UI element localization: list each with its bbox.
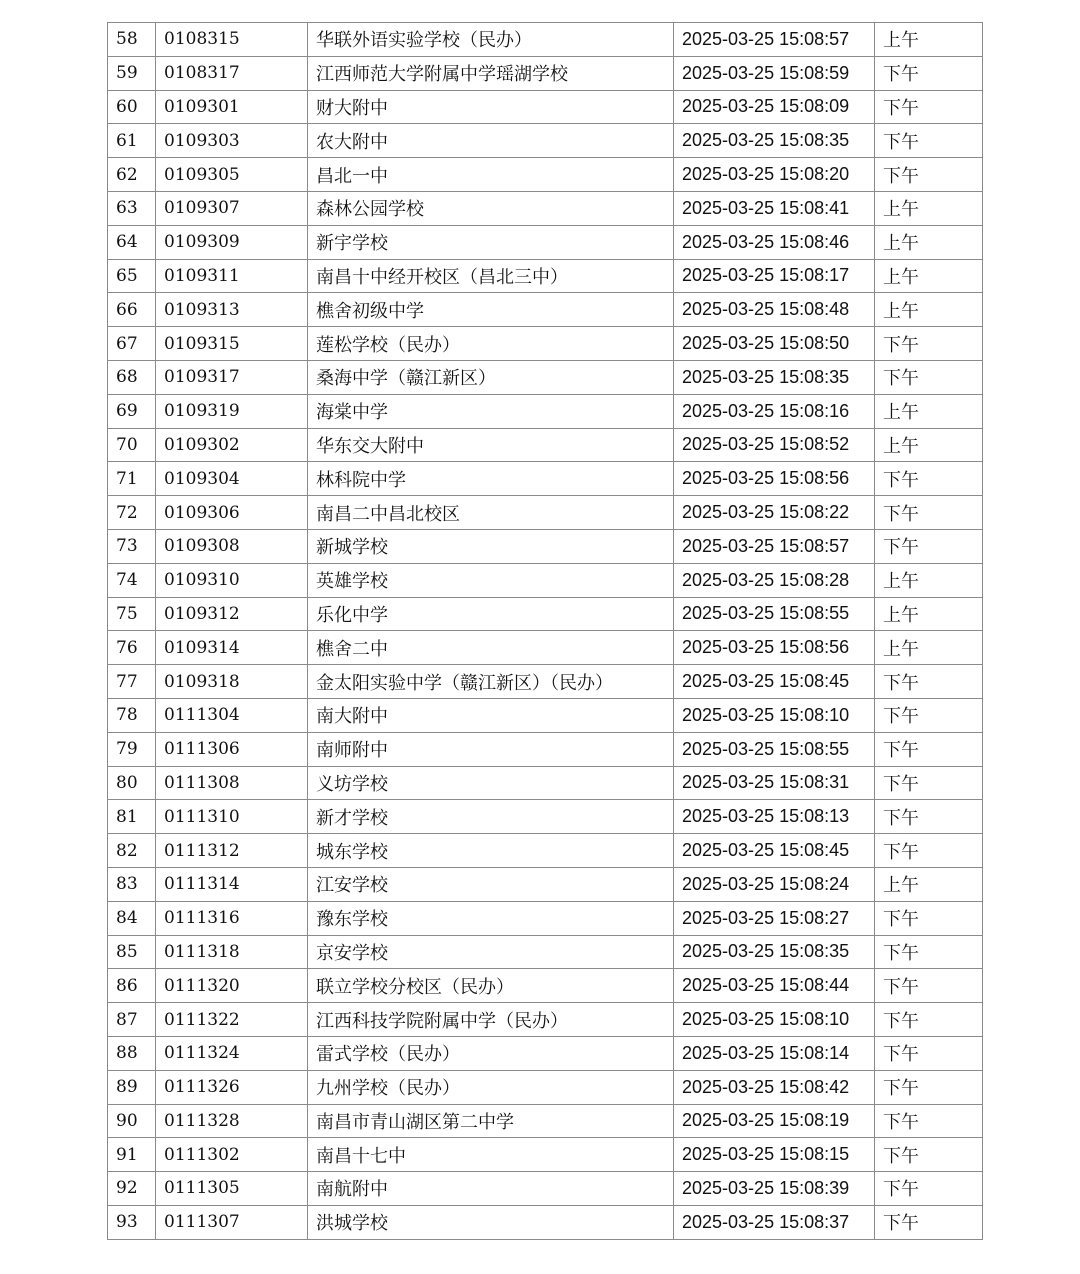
timestamp-cell: 2025-03-25 15:08:17 bbox=[674, 259, 875, 293]
timestamp-cell: 2025-03-25 15:08:16 bbox=[674, 394, 875, 428]
table-row bbox=[108, 1172, 983, 1206]
table-row bbox=[108, 665, 983, 699]
row-number-cell: 78 bbox=[108, 698, 156, 732]
session-cell: 上午 bbox=[875, 563, 983, 597]
school-name-cell: 联立学校分校区（民办） bbox=[308, 969, 674, 1003]
timestamp-cell: 2025-03-25 15:08:59 bbox=[674, 56, 875, 90]
session-cell: 下午 bbox=[875, 1138, 983, 1172]
session-cell: 上午 bbox=[875, 293, 983, 327]
session-cell: 下午 bbox=[875, 1036, 983, 1070]
session-cell: 下午 bbox=[875, 1003, 983, 1037]
school-name-cell: 华东交大附中 bbox=[308, 428, 674, 462]
session-cell: 上午 bbox=[875, 259, 983, 293]
row-number-cell: 86 bbox=[108, 969, 156, 1003]
school-code-cell: 0111302 bbox=[156, 1138, 308, 1172]
row-number-cell: 68 bbox=[108, 360, 156, 394]
table-row bbox=[108, 1036, 983, 1070]
timestamp-cell: 2025-03-25 15:08:42 bbox=[674, 1070, 875, 1104]
school-code-cell: 0109318 bbox=[156, 665, 308, 699]
timestamp-cell: 2025-03-25 15:08:19 bbox=[674, 1104, 875, 1138]
timestamp-cell: 2025-03-25 15:08:35 bbox=[674, 124, 875, 158]
row-number-cell: 61 bbox=[108, 124, 156, 158]
school-name-cell: 南昌二中昌北校区 bbox=[308, 496, 674, 530]
table-row bbox=[108, 327, 983, 361]
school-code-cell: 0111312 bbox=[156, 834, 308, 868]
school-name-cell: 南昌十七中 bbox=[308, 1138, 674, 1172]
row-number-cell: 67 bbox=[108, 327, 156, 361]
table-row bbox=[108, 1138, 983, 1172]
school-code-cell: 0109317 bbox=[156, 360, 308, 394]
school-name-cell: 森林公园学校 bbox=[308, 191, 674, 225]
row-number-cell: 77 bbox=[108, 665, 156, 699]
table-row bbox=[108, 867, 983, 901]
timestamp-cell: 2025-03-25 15:08:27 bbox=[674, 901, 875, 935]
timestamp-cell: 2025-03-25 15:08:10 bbox=[674, 1003, 875, 1037]
timestamp-cell: 2025-03-25 15:08:39 bbox=[674, 1172, 875, 1206]
row-number-cell: 58 bbox=[108, 23, 156, 57]
session-cell: 下午 bbox=[875, 732, 983, 766]
school-name-cell: 城东学校 bbox=[308, 834, 674, 868]
timestamp-cell: 2025-03-25 15:08:48 bbox=[674, 293, 875, 327]
timestamp-cell: 2025-03-25 15:08:44 bbox=[674, 969, 875, 1003]
school-name-cell: 乐化中学 bbox=[308, 597, 674, 631]
timestamp-cell: 2025-03-25 15:08:24 bbox=[674, 867, 875, 901]
timestamp-cell: 2025-03-25 15:08:56 bbox=[674, 631, 875, 665]
timestamp-cell: 2025-03-25 15:08:20 bbox=[674, 158, 875, 192]
table-row bbox=[108, 901, 983, 935]
school-name-cell: 樵舍二中 bbox=[308, 631, 674, 665]
table-row bbox=[108, 834, 983, 868]
table-row bbox=[108, 1205, 983, 1239]
school-code-cell: 0111304 bbox=[156, 698, 308, 732]
session-cell: 下午 bbox=[875, 698, 983, 732]
school-code-cell: 0109305 bbox=[156, 158, 308, 192]
school-schedule-table bbox=[107, 22, 983, 1240]
row-number-cell: 65 bbox=[108, 259, 156, 293]
timestamp-cell: 2025-03-25 15:08:56 bbox=[674, 462, 875, 496]
table-row bbox=[108, 529, 983, 563]
table-row bbox=[108, 800, 983, 834]
table-row bbox=[108, 394, 983, 428]
school-code-cell: 0109313 bbox=[156, 293, 308, 327]
school-code-cell: 0109303 bbox=[156, 124, 308, 158]
table-row bbox=[108, 597, 983, 631]
school-name-cell: 京安学校 bbox=[308, 935, 674, 969]
school-name-cell: 南昌十中经开校区（昌北三中） bbox=[308, 259, 674, 293]
session-cell: 上午 bbox=[875, 597, 983, 631]
table-row bbox=[108, 225, 983, 259]
school-name-cell: 九州学校（民办） bbox=[308, 1070, 674, 1104]
table-row bbox=[108, 935, 983, 969]
school-code-cell: 0111328 bbox=[156, 1104, 308, 1138]
session-cell: 下午 bbox=[875, 766, 983, 800]
timestamp-cell: 2025-03-25 15:08:22 bbox=[674, 496, 875, 530]
school-code-cell: 0111314 bbox=[156, 867, 308, 901]
school-name-cell: 豫东学校 bbox=[308, 901, 674, 935]
row-number-cell: 62 bbox=[108, 158, 156, 192]
timestamp-cell: 2025-03-25 15:08:57 bbox=[674, 23, 875, 57]
table-row bbox=[108, 293, 983, 327]
table-row bbox=[108, 124, 983, 158]
session-cell: 上午 bbox=[875, 394, 983, 428]
school-code-cell: 0111316 bbox=[156, 901, 308, 935]
row-number-cell: 75 bbox=[108, 597, 156, 631]
school-code-cell: 0111308 bbox=[156, 766, 308, 800]
row-number-cell: 74 bbox=[108, 563, 156, 597]
school-name-cell: 莲松学校（民办） bbox=[308, 327, 674, 361]
row-number-cell: 72 bbox=[108, 496, 156, 530]
table-row bbox=[108, 158, 983, 192]
school-code-cell: 0111326 bbox=[156, 1070, 308, 1104]
school-code-cell: 0111320 bbox=[156, 969, 308, 1003]
school-name-cell: 雷式学校（民办） bbox=[308, 1036, 674, 1070]
timestamp-cell: 2025-03-25 15:08:45 bbox=[674, 834, 875, 868]
row-number-cell: 59 bbox=[108, 56, 156, 90]
row-number-cell: 69 bbox=[108, 394, 156, 428]
table-row bbox=[108, 1003, 983, 1037]
school-code-cell: 0111305 bbox=[156, 1172, 308, 1206]
table-row bbox=[108, 732, 983, 766]
school-code-cell: 0111318 bbox=[156, 935, 308, 969]
school-name-cell: 江西科技学院附属中学（民办） bbox=[308, 1003, 674, 1037]
school-name-cell: 义坊学校 bbox=[308, 766, 674, 800]
school-name-cell: 江安学校 bbox=[308, 867, 674, 901]
row-number-cell: 63 bbox=[108, 191, 156, 225]
school-code-cell: 0109311 bbox=[156, 259, 308, 293]
session-cell: 下午 bbox=[875, 529, 983, 563]
session-cell: 下午 bbox=[875, 1104, 983, 1138]
school-code-cell: 0108315 bbox=[156, 23, 308, 57]
timestamp-cell: 2025-03-25 15:08:52 bbox=[674, 428, 875, 462]
row-number-cell: 89 bbox=[108, 1070, 156, 1104]
timestamp-cell: 2025-03-25 15:08:50 bbox=[674, 327, 875, 361]
school-code-cell: 0111322 bbox=[156, 1003, 308, 1037]
session-cell: 上午 bbox=[875, 428, 983, 462]
table-row bbox=[108, 1070, 983, 1104]
session-cell: 下午 bbox=[875, 800, 983, 834]
session-cell: 下午 bbox=[875, 327, 983, 361]
row-number-cell: 60 bbox=[108, 90, 156, 124]
table-row bbox=[108, 259, 983, 293]
row-number-cell: 79 bbox=[108, 732, 156, 766]
school-code-cell: 0109319 bbox=[156, 394, 308, 428]
school-name-cell: 新才学校 bbox=[308, 800, 674, 834]
timestamp-cell: 2025-03-25 15:08:28 bbox=[674, 563, 875, 597]
row-number-cell: 91 bbox=[108, 1138, 156, 1172]
table-row bbox=[108, 496, 983, 530]
school-code-cell: 0109312 bbox=[156, 597, 308, 631]
school-name-cell: 财大附中 bbox=[308, 90, 674, 124]
table-row bbox=[108, 90, 983, 124]
row-number-cell: 71 bbox=[108, 462, 156, 496]
school-name-cell: 江西师范大学附属中学瑶湖学校 bbox=[308, 56, 674, 90]
school-code-cell: 0109301 bbox=[156, 90, 308, 124]
session-cell: 下午 bbox=[875, 1172, 983, 1206]
row-number-cell: 93 bbox=[108, 1205, 156, 1239]
school-name-cell: 昌北一中 bbox=[308, 158, 674, 192]
school-code-cell: 0109304 bbox=[156, 462, 308, 496]
row-number-cell: 83 bbox=[108, 867, 156, 901]
school-name-cell: 桑海中学（赣江新区） bbox=[308, 360, 674, 394]
row-number-cell: 90 bbox=[108, 1104, 156, 1138]
table-row bbox=[108, 191, 983, 225]
timestamp-cell: 2025-03-25 15:08:46 bbox=[674, 225, 875, 259]
school-code-cell: 0111310 bbox=[156, 800, 308, 834]
school-name-cell: 英雄学校 bbox=[308, 563, 674, 597]
timestamp-cell: 2025-03-25 15:08:45 bbox=[674, 665, 875, 699]
table-row bbox=[108, 360, 983, 394]
session-cell: 下午 bbox=[875, 1070, 983, 1104]
school-name-cell: 海棠中学 bbox=[308, 394, 674, 428]
school-code-cell: 0108317 bbox=[156, 56, 308, 90]
session-cell: 上午 bbox=[875, 867, 983, 901]
timestamp-cell: 2025-03-25 15:08:10 bbox=[674, 698, 875, 732]
table-row bbox=[108, 23, 983, 57]
timestamp-cell: 2025-03-25 15:08:31 bbox=[674, 766, 875, 800]
session-cell: 下午 bbox=[875, 665, 983, 699]
school-name-cell: 南昌市青山湖区第二中学 bbox=[308, 1104, 674, 1138]
school-code-cell: 0109314 bbox=[156, 631, 308, 665]
table-row bbox=[108, 1104, 983, 1138]
table-row bbox=[108, 631, 983, 665]
session-cell: 上午 bbox=[875, 23, 983, 57]
row-number-cell: 84 bbox=[108, 901, 156, 935]
timestamp-cell: 2025-03-25 15:08:37 bbox=[674, 1205, 875, 1239]
school-code-cell: 0109302 bbox=[156, 428, 308, 462]
school-name-cell: 南师附中 bbox=[308, 732, 674, 766]
session-cell: 下午 bbox=[875, 935, 983, 969]
row-number-cell: 92 bbox=[108, 1172, 156, 1206]
table-row bbox=[108, 969, 983, 1003]
table-row bbox=[108, 428, 983, 462]
table-row bbox=[108, 766, 983, 800]
school-name-cell: 华联外语实验学校（民办） bbox=[308, 23, 674, 57]
row-number-cell: 87 bbox=[108, 1003, 156, 1037]
timestamp-cell: 2025-03-25 15:08:09 bbox=[674, 90, 875, 124]
session-cell: 上午 bbox=[875, 225, 983, 259]
session-cell: 下午 bbox=[875, 56, 983, 90]
timestamp-cell: 2025-03-25 15:08:35 bbox=[674, 935, 875, 969]
timestamp-cell: 2025-03-25 15:08:57 bbox=[674, 529, 875, 563]
school-code-cell: 0109315 bbox=[156, 327, 308, 361]
timestamp-cell: 2025-03-25 15:08:35 bbox=[674, 360, 875, 394]
session-cell: 下午 bbox=[875, 969, 983, 1003]
session-cell: 下午 bbox=[875, 462, 983, 496]
school-code-cell: 0111307 bbox=[156, 1205, 308, 1239]
school-name-cell: 农大附中 bbox=[308, 124, 674, 158]
row-number-cell: 73 bbox=[108, 529, 156, 563]
school-name-cell: 南航附中 bbox=[308, 1172, 674, 1206]
table-row bbox=[108, 56, 983, 90]
timestamp-cell: 2025-03-25 15:08:13 bbox=[674, 800, 875, 834]
school-name-cell: 新城学校 bbox=[308, 529, 674, 563]
table-row bbox=[108, 698, 983, 732]
row-number-cell: 82 bbox=[108, 834, 156, 868]
session-cell: 下午 bbox=[875, 360, 983, 394]
row-number-cell: 64 bbox=[108, 225, 156, 259]
row-number-cell: 70 bbox=[108, 428, 156, 462]
school-name-cell: 洪城学校 bbox=[308, 1205, 674, 1239]
school-code-cell: 0111324 bbox=[156, 1036, 308, 1070]
timestamp-cell: 2025-03-25 15:08:55 bbox=[674, 597, 875, 631]
school-code-cell: 0111306 bbox=[156, 732, 308, 766]
session-cell: 下午 bbox=[875, 834, 983, 868]
session-cell: 下午 bbox=[875, 1205, 983, 1239]
session-cell: 下午 bbox=[875, 90, 983, 124]
session-cell: 下午 bbox=[875, 901, 983, 935]
row-number-cell: 76 bbox=[108, 631, 156, 665]
school-code-cell: 0109310 bbox=[156, 563, 308, 597]
session-cell: 下午 bbox=[875, 158, 983, 192]
row-number-cell: 85 bbox=[108, 935, 156, 969]
school-name-cell: 南大附中 bbox=[308, 698, 674, 732]
table-body bbox=[108, 23, 983, 1240]
row-number-cell: 80 bbox=[108, 766, 156, 800]
school-name-cell: 樵舍初级中学 bbox=[308, 293, 674, 327]
timestamp-cell: 2025-03-25 15:08:14 bbox=[674, 1036, 875, 1070]
session-cell: 上午 bbox=[875, 191, 983, 225]
session-cell: 下午 bbox=[875, 124, 983, 158]
timestamp-cell: 2025-03-25 15:08:55 bbox=[674, 732, 875, 766]
school-code-cell: 0109309 bbox=[156, 225, 308, 259]
timestamp-cell: 2025-03-25 15:08:41 bbox=[674, 191, 875, 225]
school-name-cell: 新宇学校 bbox=[308, 225, 674, 259]
row-number-cell: 88 bbox=[108, 1036, 156, 1070]
row-number-cell: 81 bbox=[108, 800, 156, 834]
school-name-cell: 林科院中学 bbox=[308, 462, 674, 496]
school-code-cell: 0109306 bbox=[156, 496, 308, 530]
table-row bbox=[108, 563, 983, 597]
timestamp-cell: 2025-03-25 15:08:15 bbox=[674, 1138, 875, 1172]
session-cell: 下午 bbox=[875, 496, 983, 530]
school-code-cell: 0109307 bbox=[156, 191, 308, 225]
school-code-cell: 0109308 bbox=[156, 529, 308, 563]
table-row bbox=[108, 462, 983, 496]
row-number-cell: 66 bbox=[108, 293, 156, 327]
school-name-cell: 金太阳实验中学（赣江新区）（民办） bbox=[308, 665, 674, 699]
session-cell: 上午 bbox=[875, 631, 983, 665]
